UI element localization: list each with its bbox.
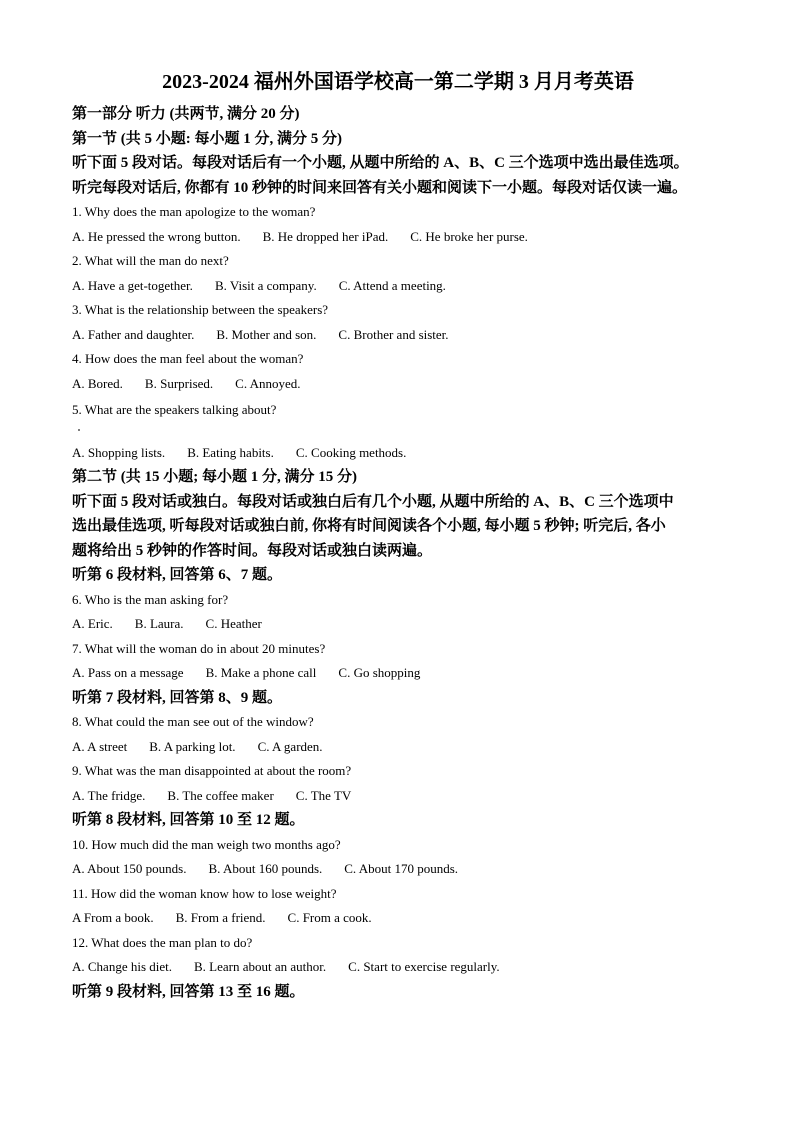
option-c: C. He broke her purse. bbox=[410, 228, 528, 244]
question-6-options bbox=[72, 612, 732, 637]
option-c: C. Cooking methods. bbox=[295, 444, 407, 460]
option-b: B. From a friend. bbox=[175, 910, 266, 925]
question-7-options bbox=[72, 661, 732, 686]
option-a: A. Shopping lists. bbox=[72, 444, 166, 460]
option-a: A. Have a get-together. bbox=[72, 277, 193, 293]
option-c: C. Brother and sister. bbox=[338, 326, 449, 342]
option-b: B. Surprised. bbox=[144, 375, 214, 391]
question-5: 5. What are the speakers talking about? bbox=[72, 402, 277, 417]
option-b: B. Laura. bbox=[134, 616, 184, 631]
section2-instruction-line: 选出最佳选项, 听每段对话或独白前, 你将有时间阅读各个小题, 每小题 5 秒钟; 听完后, 各小 bbox=[72, 518, 666, 534]
option-b: B. Visit a company. bbox=[214, 277, 317, 293]
exam-page bbox=[72, 68, 732, 1004]
option-c: C. The TV bbox=[295, 787, 352, 803]
question-2: 2. What will the man do next? bbox=[72, 253, 229, 268]
question-1: 1. Why does the man apologize to the woman? bbox=[72, 204, 316, 219]
option-b: B. About 160 pounds. bbox=[208, 861, 323, 876]
option-a: A. The fridge. bbox=[72, 787, 146, 803]
question-8: 8. What could the man see out of the window? bbox=[72, 714, 314, 729]
option-a: A. Pass on a message bbox=[72, 665, 184, 680]
option-c: C. A garden. bbox=[257, 738, 323, 754]
question-9: 9. What was the man disappointed at about the room? bbox=[72, 763, 352, 778]
question-4: 4. How does the man feel about the woman? bbox=[72, 351, 304, 366]
question-12: 12. What does the man plan to do? bbox=[72, 934, 253, 950]
page-title: 2023-2024 福州外国语学校高一第二学期 3 月月考英语 bbox=[162, 71, 634, 93]
question-6: 6. Who is the man asking for? bbox=[72, 591, 229, 607]
option-b: B. Learn about an author. bbox=[194, 959, 327, 974]
question-3: 3. What is the relationship between the speakers? bbox=[72, 302, 329, 317]
option-a: A. He pressed the wrong button. bbox=[72, 228, 241, 244]
section2-heading: 第二节 (共 15 小题; 每小题 1 分, 满分 15 分) bbox=[72, 469, 357, 485]
option-b: B. Make a phone call bbox=[205, 665, 317, 680]
option-a: A. Change his diet. bbox=[72, 959, 173, 974]
question-11: 11. How did the woman know how to lose weight? bbox=[72, 885, 337, 901]
stray-mark bbox=[72, 423, 732, 441]
question-10: 10. How much did the man weigh two months ago? bbox=[72, 836, 341, 852]
question-9-options bbox=[72, 784, 732, 809]
option-a: A. Eric. bbox=[72, 616, 113, 631]
option-c: C. Go shopping bbox=[338, 665, 421, 680]
option-b: B. A parking lot. bbox=[149, 738, 236, 754]
option-a: A. Father and daughter. bbox=[72, 326, 195, 342]
option-a: A. About 150 pounds. bbox=[72, 861, 187, 876]
section1-heading: 第一节 (共 5 小题: 每小题 1 分, 满分 5 分) bbox=[72, 130, 342, 147]
question-8-options bbox=[72, 735, 732, 760]
question-10-options bbox=[72, 857, 732, 882]
option-c: C. About 170 pounds. bbox=[344, 861, 459, 876]
option-a: A From a book. bbox=[72, 910, 154, 925]
option-b: B. Mother and son. bbox=[216, 326, 317, 342]
group-heading: 听第 8 段材料, 回答第 10 至 12 题。 bbox=[72, 812, 305, 828]
group-heading: 听第 6 段材料, 回答第 6、7 题。 bbox=[72, 567, 283, 583]
question-7: 7. What will the woman do in about 20 minutes? bbox=[72, 640, 326, 656]
option-c: C. Attend a meeting. bbox=[338, 277, 446, 293]
question-11-options bbox=[72, 906, 732, 931]
question-1-options bbox=[72, 225, 732, 250]
option-b: B. The coffee maker bbox=[167, 787, 274, 803]
question-4-options bbox=[72, 372, 732, 397]
option-c: C. Start to exercise regularly. bbox=[348, 959, 500, 974]
option-b: B. Eating habits. bbox=[187, 444, 274, 460]
section2-instruction-line: 题将给出 5 秒钟的作答时间。每段对话或独白读两遍。 bbox=[72, 542, 433, 559]
option-a: A. Bored. bbox=[72, 375, 123, 391]
option-a: A. A street bbox=[72, 738, 128, 754]
part1-heading: 第一部分 听力 (共两节, 满分 20 分) bbox=[72, 106, 300, 122]
section1-instruction-line: 听下面 5 段对话。每段对话后有一个小题, 从题中所给的 A、B、C 三个选项中选出最佳选项。 bbox=[72, 155, 689, 171]
question-5-options bbox=[72, 441, 732, 466]
question-12-options bbox=[72, 955, 732, 980]
question-2-options bbox=[72, 274, 732, 299]
option-b: B. He dropped her iPad. bbox=[262, 228, 389, 244]
section2-instruction-line: 听下面 5 段对话或独白。每段对话或独白后有几个小题, 从题中所给的 A、B、C 三个选项中 bbox=[72, 493, 674, 510]
group-heading: 听第 9 段材料, 回答第 13 至 16 题。 bbox=[72, 983, 305, 1000]
section1-instruction-line: 听完每段对话后, 你都有 10 秒钟的时间来回答有关小题和阅读下一小题。每段对话仅读一遍。 bbox=[72, 179, 688, 196]
group-heading: 听第 7 段材料, 回答第 8、9 题。 bbox=[72, 689, 283, 706]
question-3-options bbox=[72, 323, 732, 348]
option-c: C. Annoyed. bbox=[235, 375, 301, 391]
option-c: C. Heather bbox=[205, 616, 262, 631]
option-c: C. From a cook. bbox=[287, 910, 372, 925]
